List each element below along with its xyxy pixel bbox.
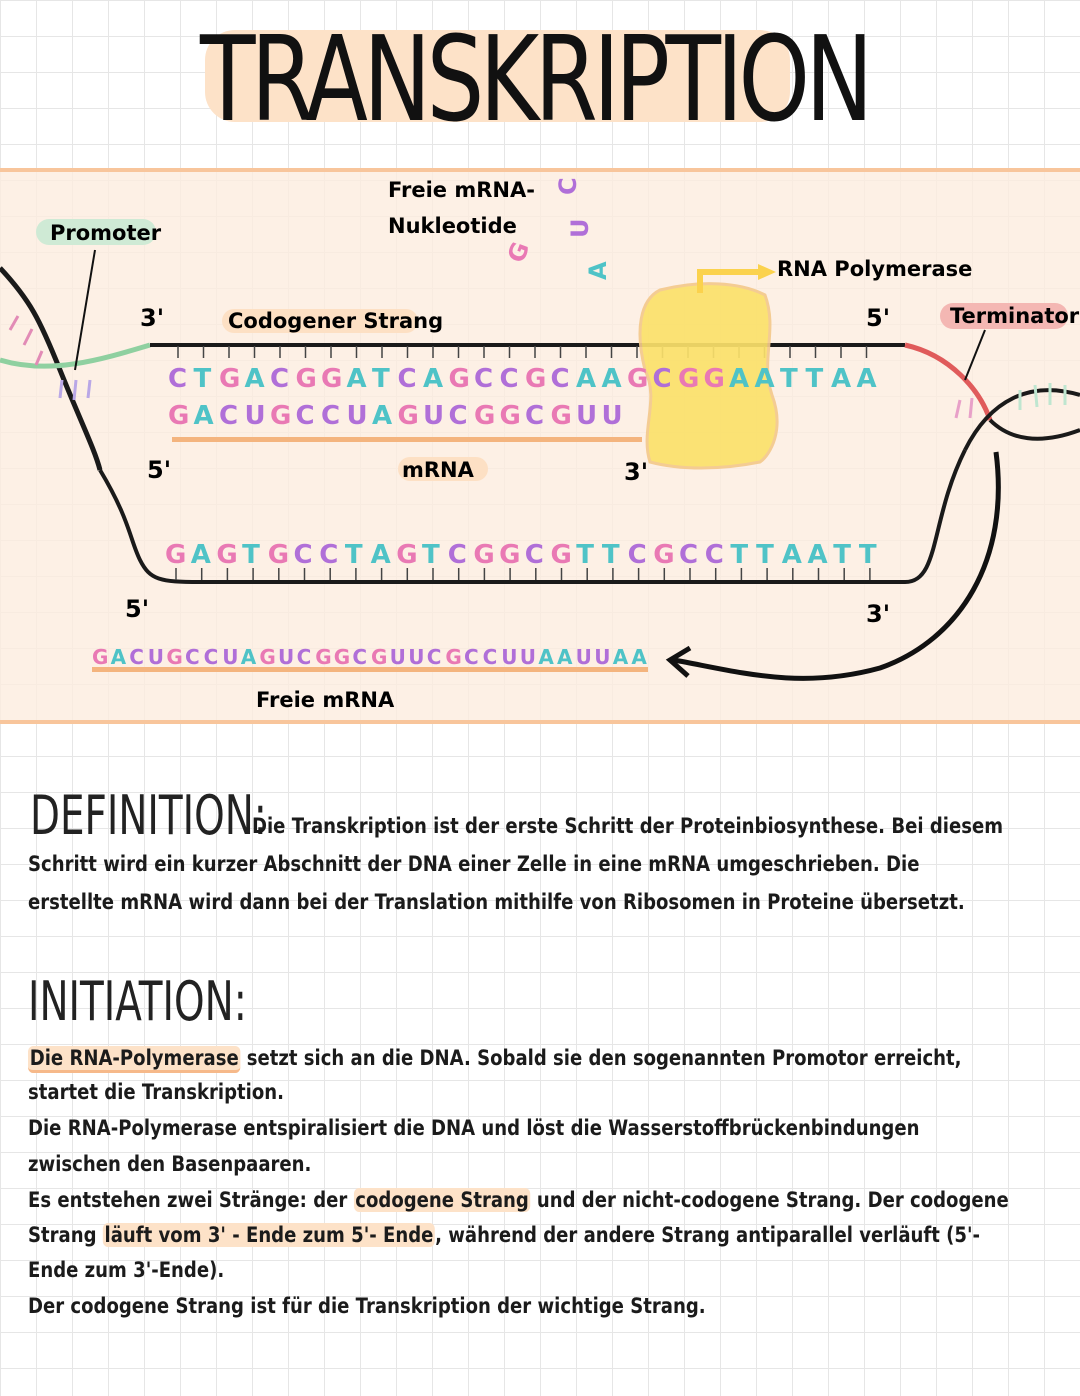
polymerase-arrowhead	[758, 264, 776, 280]
codogenic-base: C	[550, 364, 571, 394]
noncodogenic-base: T	[833, 540, 852, 570]
free-mrna-base: A	[240, 645, 258, 669]
initiation-line-3: Die RNA-Polymerase entspiralisiert die DNA und löst die Wasserstoffbrückenbindungen	[28, 1116, 920, 1140]
mrna-base: C	[295, 401, 316, 431]
end-3-top: 3'	[140, 304, 165, 332]
codogenic-base: T	[372, 364, 391, 394]
codogenic-base: A	[729, 364, 751, 394]
free-mrna-base: U	[501, 645, 519, 669]
rna-polymerase-label: RNA Polymerase	[777, 257, 973, 281]
free-mrna-base: A	[612, 645, 630, 669]
definition-heading: DEFINITION:	[30, 784, 267, 847]
free-mrna-base: A	[538, 645, 555, 669]
codogenic-base: T	[780, 364, 799, 394]
free-mrna-base: C	[352, 645, 369, 669]
mrna-base: C	[448, 401, 469, 431]
initiation-line-2: startet die Transkription.	[28, 1080, 284, 1104]
free-mrna-base: U	[389, 645, 407, 669]
codogenic-base: G	[219, 364, 242, 394]
free-mrna-base: C	[482, 645, 499, 669]
free-mrna-base: U	[222, 645, 240, 669]
initiation-line-5-c: und der nicht-codogene Strang. Der codogene	[530, 1188, 1009, 1212]
free-mrna-base: G	[259, 645, 277, 669]
page-title: TRANSKRIPTION	[200, 10, 869, 148]
promoter-pointer	[75, 250, 95, 370]
free-nucleotide: A	[584, 260, 612, 280]
codogenic-base: G	[678, 364, 701, 394]
end-5-mrna: 5'	[147, 456, 172, 484]
noncodogenic-base: C	[447, 540, 468, 570]
free-mrna-base: G	[315, 645, 333, 669]
codogenic-base: C	[499, 364, 520, 394]
end-3-bottom: 3'	[866, 600, 891, 628]
initiation-line-4: zwischen den Basenpaaren.	[28, 1152, 312, 1176]
mrna-base: C	[525, 401, 546, 431]
noncodogenic-base: T	[422, 540, 441, 570]
free-nucleotides-label-1: Freie mRNA-	[388, 178, 535, 202]
definition-line-3: erstellte mRNA wird dann bei der Translation mithilfe von Ribosomen in Proteine übersetzt.	[28, 890, 965, 914]
mrna-base: A	[372, 401, 394, 431]
free-mrna-base: U	[575, 645, 593, 669]
mrna-base: C	[321, 401, 342, 431]
free-mrna-base: C	[129, 645, 145, 669]
noncodogenic-base: G	[473, 540, 496, 570]
free-mrna-base: G	[371, 645, 389, 669]
mrna-label: mRNA	[402, 458, 474, 482]
free-nucleotide: G	[502, 237, 536, 267]
free-mrna-base: A	[110, 645, 128, 669]
noncodogenic-base: G	[653, 540, 676, 570]
codogenic-sequence	[168, 364, 878, 394]
mrna-base: U	[423, 401, 446, 431]
noncodogenic-base: T	[730, 540, 750, 570]
mrna-base: U	[244, 401, 267, 431]
direction-term: läuft vom 3' - Ende zum 5'- Ende	[104, 1223, 434, 1247]
codogenic-base: A	[576, 364, 598, 394]
free-mrna-base: U	[519, 645, 538, 669]
mrna-base: G	[474, 401, 497, 431]
terminator-pointer	[965, 330, 985, 380]
codogenic-base: C	[474, 364, 495, 394]
mrna-sequence	[168, 401, 624, 431]
free-nucleotide: U	[566, 217, 594, 238]
initiation-line-6	[28, 1217, 1077, 1253]
codogenic-base: G	[703, 364, 726, 394]
codogenic-base: C	[397, 364, 418, 394]
codogenic-base: T	[805, 364, 825, 394]
mrna-backbone	[172, 437, 642, 442]
mrna-base: G	[168, 401, 191, 431]
free-mrna-base: G	[333, 645, 352, 669]
end-5-top: 5'	[866, 304, 891, 332]
mrna-base: G	[397, 401, 420, 431]
free-mrna-sequence	[92, 645, 648, 669]
free-mrna-base: U	[594, 645, 612, 669]
free-mrna-base: C	[203, 645, 220, 669]
free-mrna-base: U	[278, 645, 296, 669]
codogenic-base: C	[168, 364, 189, 394]
free-mrna-base: A	[557, 645, 574, 669]
helix-left-strand	[0, 268, 100, 470]
noncodogenic-base: C	[524, 540, 545, 570]
codogenic-base: G	[321, 364, 344, 394]
noncodogenic-base: A	[370, 540, 392, 570]
codogenic-base: G	[627, 364, 650, 394]
initiation-line-1-rest: setzt sich an die DNA. Sobald sie den sogenannten Promotor erreicht,	[240, 1046, 962, 1070]
codogenic-base: C	[652, 364, 673, 394]
codogenic-base: T	[193, 364, 213, 394]
free-mrna-base: A	[631, 645, 648, 669]
free-mrna-base: U	[147, 645, 166, 669]
end-3-mrna: 3'	[624, 458, 649, 486]
codogenic-strand-term: codogene Strang	[355, 1188, 529, 1212]
mrna-base: A	[193, 401, 215, 431]
noncodogenic-base: T	[756, 540, 775, 570]
mrna-base: U	[601, 401, 624, 431]
noncodogenic-base: G	[165, 540, 188, 570]
codogenic-base: G	[295, 364, 318, 394]
noncodogenic-base: C	[679, 540, 700, 570]
free-mrna-base: G	[166, 645, 184, 669]
initiation-line-7: Ende zum 3'-Ende).	[28, 1258, 225, 1282]
noncodogenic-base: C	[627, 540, 648, 570]
rna-polymerase-term: Die RNA-Polymerase	[28, 1046, 240, 1073]
helix-right-strand-2	[990, 420, 1080, 439]
promoter-strand	[0, 345, 150, 366]
noncodogenic-base: A	[807, 540, 829, 570]
free-nucleotides-label-2: Nukleotide	[388, 214, 517, 238]
codogenic-base: A	[601, 364, 623, 394]
free-mrna-base: C	[426, 645, 443, 669]
noncodogenic-base: T	[344, 540, 364, 570]
codogenic-base: A	[831, 364, 853, 394]
initiation-line-1	[28, 1040, 1077, 1076]
noncodogenic-base: C	[704, 540, 725, 570]
noncodogenic-base: C	[319, 540, 340, 570]
noncodogenic-base: A	[190, 540, 212, 570]
definition-line-2: Schritt wird ein kurzer Abschnitt der DNA einer Zelle in eine mRNA umgeschrieben. Die	[28, 852, 920, 876]
codogenic-base: C	[270, 364, 291, 394]
noncodogenic-base: G	[550, 540, 573, 570]
noncodogenic-base: G	[499, 540, 522, 570]
free-nucleotide: C	[554, 176, 582, 195]
free-mrna-base: G	[92, 645, 110, 669]
terminator-strand	[905, 345, 990, 420]
codogenic-base: A	[856, 364, 878, 394]
mrna-base: G	[499, 401, 522, 431]
noncodogenic-base: C	[293, 540, 314, 570]
noncodogenic-base: A	[781, 540, 803, 570]
free-mrna-base: C	[296, 645, 313, 669]
initiation-heading: INITIATION:	[28, 970, 247, 1033]
codogenic-label: Codogener Strang	[228, 309, 444, 333]
free-mrna-base: G	[445, 645, 463, 669]
noncodogenic-base: T	[242, 540, 261, 570]
codogenic-base: G	[525, 364, 548, 394]
definition-line-1: Die Transkription ist der erste Schritt der Proteinbiosynthese. Bei diesem	[252, 814, 1004, 838]
initiation-line-8: Der codogene Strang ist für die Transkription der wichtige Strang.	[28, 1294, 706, 1318]
initiation-line-5	[28, 1182, 1077, 1218]
mrna-base: G	[550, 401, 573, 431]
mrna-base: C	[219, 401, 240, 431]
noncodogenic-sequence	[165, 540, 878, 570]
noncodogenic-base: G	[267, 540, 291, 570]
noncodogenic-base: T	[576, 540, 595, 570]
free-mrna-label: Freie mRNA	[256, 688, 395, 712]
free-mrna-base: U	[408, 645, 426, 669]
noncodogenic-base: T	[601, 540, 621, 570]
mrna-base: U	[346, 401, 369, 431]
noncodogenic-base: G	[216, 540, 239, 570]
helix-right-bonds-2	[956, 398, 972, 418]
promoter-label: Promoter	[50, 221, 162, 245]
codogenic-base: G	[448, 364, 471, 394]
free-mrna-base: C	[185, 645, 201, 669]
initiation-line-6-a: Strang	[28, 1223, 103, 1247]
codogenic-base: A	[346, 364, 368, 394]
end-5-bottom: 5'	[125, 595, 150, 623]
free-mrna-base: C	[464, 645, 480, 669]
mrna-base: G	[270, 401, 293, 431]
mrna-base: U	[576, 401, 599, 431]
codogenic-base: A	[423, 364, 445, 394]
codogenic-base: A	[244, 364, 266, 394]
noncodogenic-base: G	[396, 540, 419, 570]
noncodogenic-base: T	[858, 540, 878, 570]
initiation-line-6-c: , während der andere Strang antiparallel verläuft (5'-	[435, 1223, 981, 1247]
initiation-line-5-a: Es entstehen zwei Stränge: der	[28, 1188, 354, 1212]
helix-right-bonds	[1020, 383, 1065, 410]
terminator-label: Terminator	[950, 304, 1080, 328]
codogenic-base: A	[754, 364, 776, 394]
